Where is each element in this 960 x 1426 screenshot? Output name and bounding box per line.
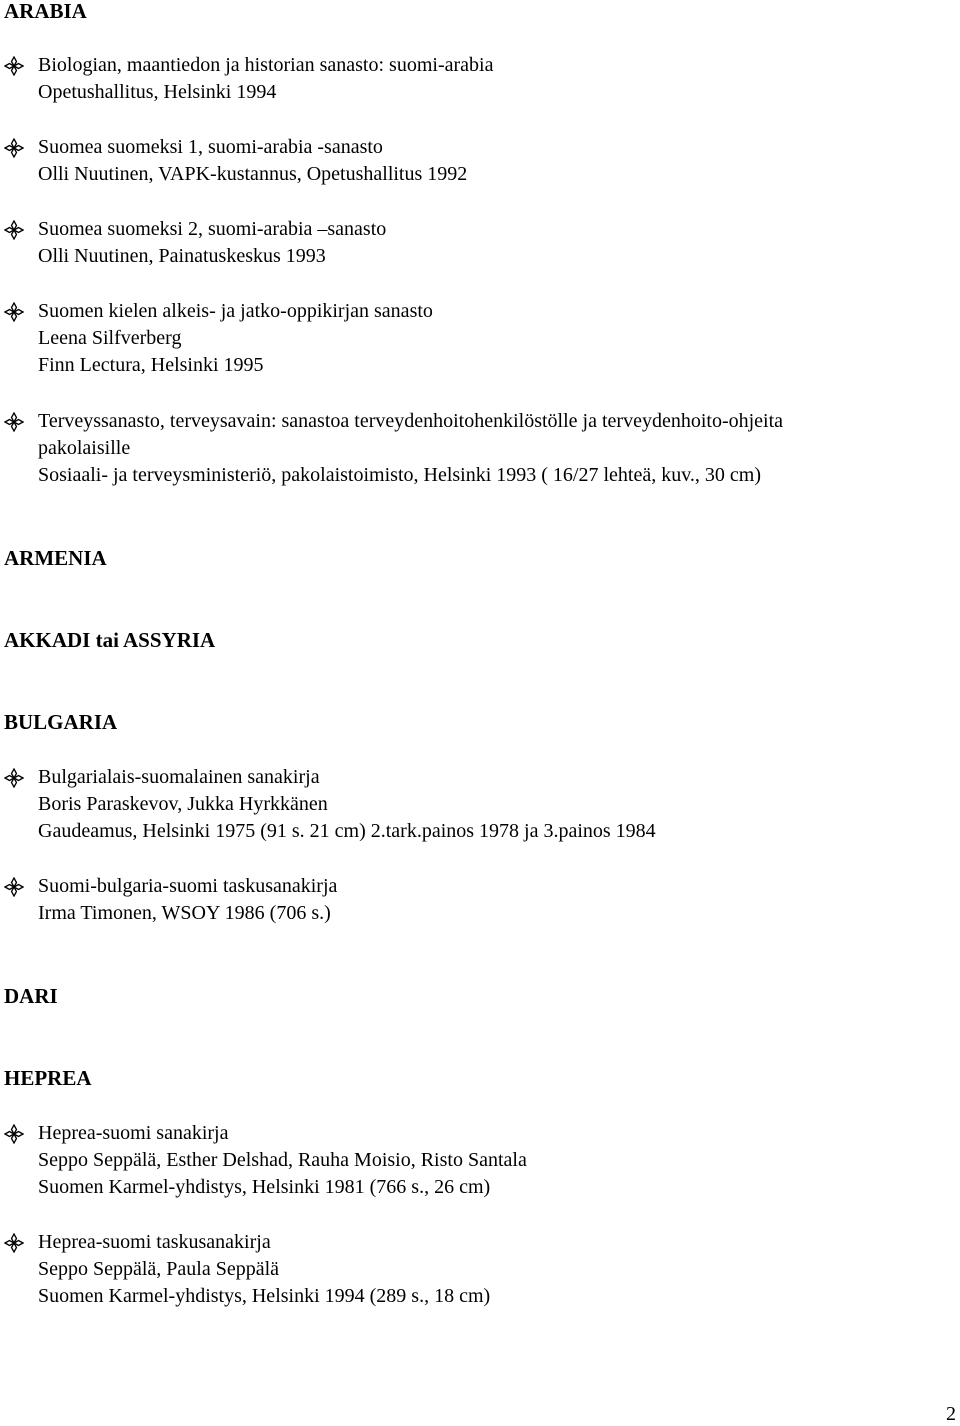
entry-author: Seppo Seppälä, Paula Seppälä [38,1258,280,1280]
diamond-bullet-icon [4,412,24,432]
diamond-bullet-icon [4,302,24,322]
entry-title: Heprea-suomi sanakirja [38,1122,229,1144]
section-heading-arabia: ARABIA [4,0,87,23]
list-item [0,1229,950,1310]
section-heading-heprea: HEPREA [4,1066,92,1090]
entry-publisher: Opetushallitus, Helsinki 1994 [38,81,277,103]
entry-author: Boris Paraskevov, Jukka Hyrkkänen [38,793,328,815]
list-item [0,216,950,270]
list-item [0,298,950,379]
list-item [0,873,950,927]
diamond-bullet-icon [4,56,24,76]
entry-publisher: Sosiaali- ja terveysministeriö, pakolaistoimisto, Helsinki 1993 ( 16/27 lehteä, kuv., 30 cm) [38,464,762,486]
diamond-bullet-icon [4,768,24,788]
list-item [0,134,950,188]
entry-title: Suomen kielen alkeis- ja jatko-oppikirjan sanasto [38,300,433,322]
entry-title: Suomea suomeksi 1, suomi-arabia -sanasto [38,136,383,158]
entry-title: Heprea-suomi taskusanakirja [38,1231,271,1253]
page-number: 2 [946,1403,956,1425]
entry-title: Terveyssanasto, terveysavain: sanastoa terveydenhoitohenkilöstölle ja terveydenhoito-ohjeita [38,410,784,432]
list-item [0,52,950,106]
section-heading-akkadi: AKKADI tai ASSYRIA [4,628,216,652]
diamond-bullet-icon [4,220,24,240]
entry-publisher: Irma Timonen, WSOY 1986 (706 s.) [38,902,331,924]
diamond-bullet-icon [4,138,24,158]
entry-publisher: Olli Nuutinen, VAPK-kustannus, Opetushallitus 1992 [38,163,468,185]
entry-title: Suomea suomeksi 2, suomi-arabia –sanasto [38,218,387,240]
list-item [0,1120,950,1201]
entry-author: Leena Silfverberg [38,327,182,349]
entry-author: Seppo Seppälä, Esther Delshad, Rauha Moisio, Risto Santala [38,1149,527,1171]
entry-publisher: Suomen Karmel-yhdistys, Helsinki 1981 (766 s., 26 cm) [38,1176,491,1198]
diamond-bullet-icon [4,877,24,897]
entry-publisher: Gaudeamus, Helsinki 1975 (91 s. 21 cm) 2.tark.painos 1978 ja 3.painos 1984 [38,820,656,842]
section-heading-armenia: ARMENIA [4,546,107,570]
entry-title: Bulgarialais-suomalainen sanakirja [38,766,320,788]
entry-title: Biologian, maantiedon ja historian sanasto: suomi-arabia [38,54,494,76]
entry-publisher: Olli Nuutinen, Painatuskeskus 1993 [38,245,326,267]
entry-title-continued: pakolaisille [38,437,131,459]
section-heading-bulgaria: BULGARIA [4,710,118,734]
list-item [0,408,950,489]
entry-publisher: Suomen Karmel-yhdistys, Helsinki 1994 (289 s., 18 cm) [38,1285,491,1307]
diamond-bullet-icon [4,1124,24,1144]
section-heading-dari: DARI [4,984,58,1008]
entry-title: Suomi-bulgaria-suomi taskusanakirja [38,875,338,897]
entry-publisher: Finn Lectura, Helsinki 1995 [38,354,264,376]
list-item [0,764,950,845]
diamond-bullet-icon [4,1233,24,1253]
